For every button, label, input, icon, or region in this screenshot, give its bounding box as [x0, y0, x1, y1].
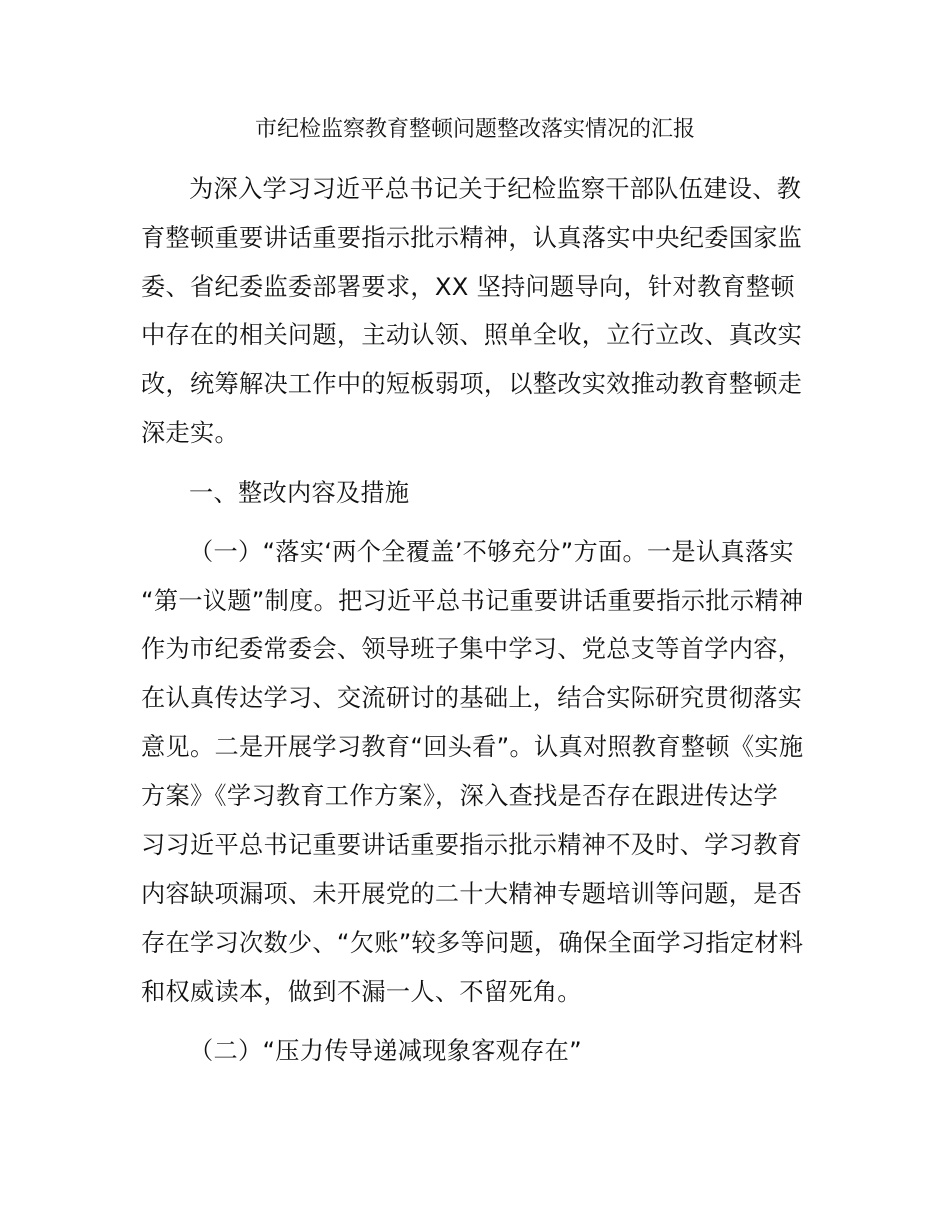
- intro-paragraph-line: 深走实。: [141, 419, 239, 447]
- subsection-1-line: 存在学习次数少、“欠账”较多等问题，确保全面学习指定材料: [141, 929, 804, 957]
- subsection-1-line: 方案》《学习教育工作方案》，深入查找是否存在跟进传达学: [141, 782, 778, 810]
- intro-paragraph-line: 中存在的相关问题，主动认领、照单全收，立行立改、真改实: [141, 321, 803, 349]
- subsection-1-line: 习习近平总书记重要讲话重要指示批示精神不及时、学习教育: [141, 831, 803, 859]
- subsection-1-line: 在认真传达学习、交流研讨的基础上，结合实际研究贯彻落实: [141, 684, 803, 712]
- subsection-1-line: “第一议题”制度。把习近平总书记重要讲话重要指示批示精神: [141, 587, 804, 615]
- section-heading: 一、整改内容及措施: [189, 479, 410, 507]
- intro-paragraph-line: 为深入学习习近平总书记关于纪检监察干部队伍建设、教: [189, 175, 802, 203]
- intro-paragraph-line: 改，统筹解决工作中的短板弱项，以整改实效推动教育整顿走: [141, 370, 803, 398]
- intro-paragraph-line: 委、省纪委监委部署要求，XX 坚持问题导向，针对教育整顿: [141, 273, 795, 301]
- subsection-1-line: 作为市纪委常委会、领导班子集中学习、党总支等首学内容，: [141, 635, 803, 663]
- subsection-1-line: 意见。二是开展学习教育“回头看”。认真对照教育整顿《实施: [141, 733, 804, 761]
- subsection-1-line: 内容缺项漏项、未开展党的二十大精神专题培训等问题，是否: [141, 880, 803, 908]
- document-title: 市纪检监察教育整顿问题整改落实情况的汇报: [254, 117, 695, 142]
- intro-paragraph-line: 育整顿重要讲话重要指示批示精神，认真落实中央纪委国家监: [141, 224, 803, 252]
- subsection-1-line: （一）“落实‘两个全覆盖’不够充分”方面。一是认真落实: [189, 538, 794, 566]
- subsection-2-heading: （二）“压力传导递减现象客观存在”: [189, 1037, 582, 1065]
- subsection-1-line: 和权威读本，做到不漏一人、不留死角。: [141, 978, 582, 1006]
